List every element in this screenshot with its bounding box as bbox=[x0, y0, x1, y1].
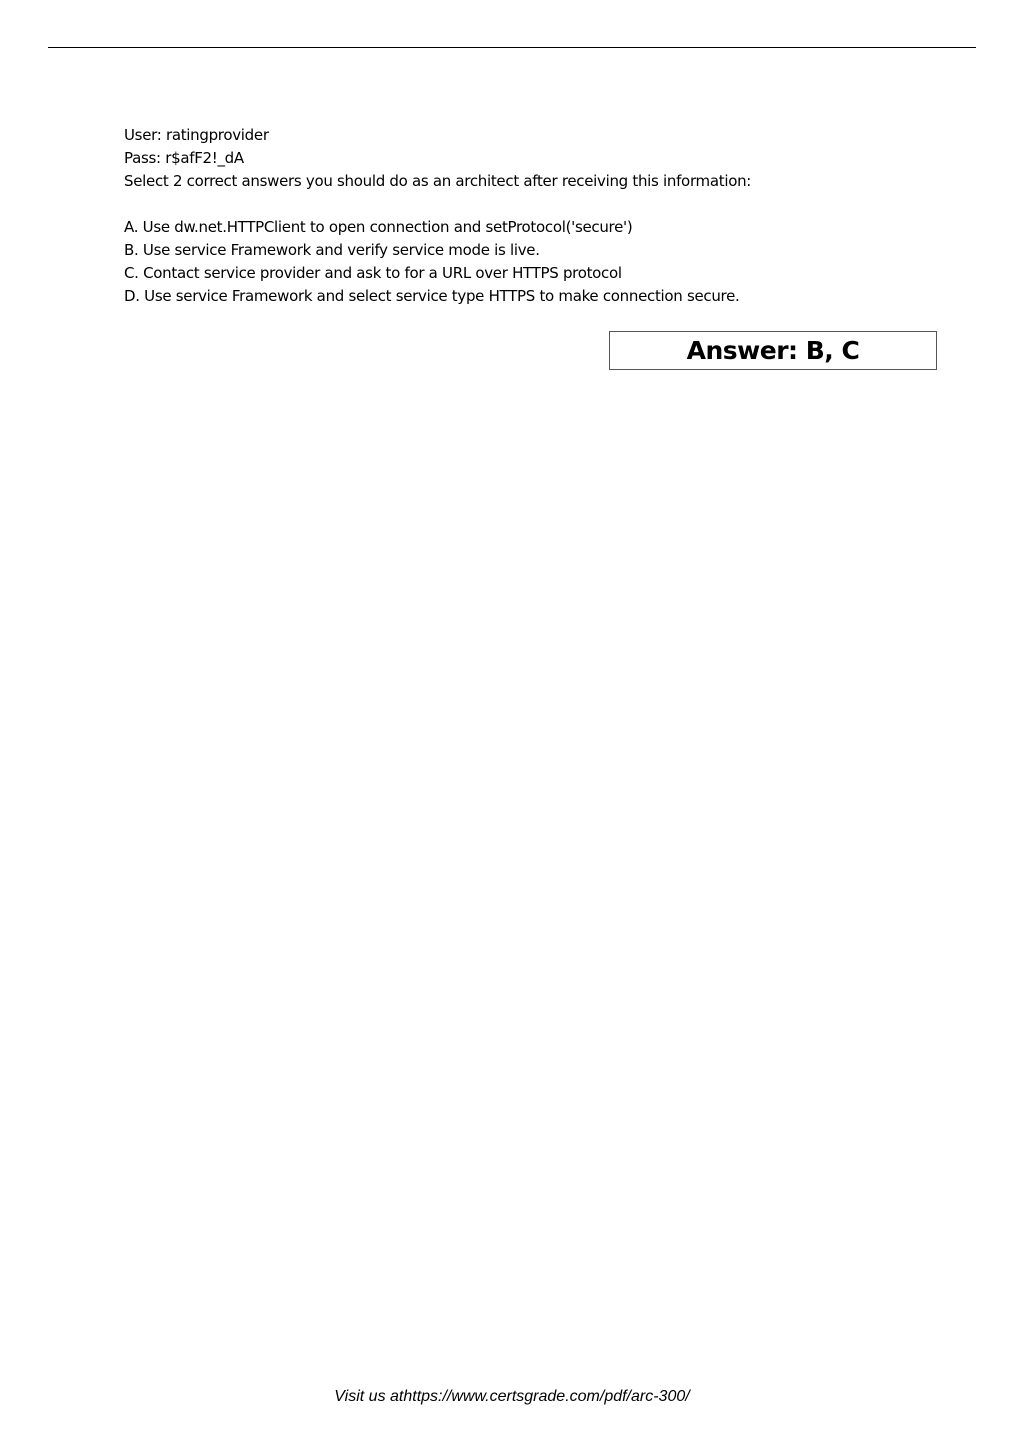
user-line: User: ratingprovider bbox=[124, 126, 269, 144]
spacer bbox=[124, 193, 944, 216]
option-a: A. Use dw.net.HTTPClient to open connection and setProtocol('secure') bbox=[124, 218, 633, 236]
footer-link-text: Visit us athttps://www.certsgrade.com/pdf/arc-300/ bbox=[334, 1388, 690, 1405]
question-block bbox=[124, 124, 944, 308]
answer-box bbox=[609, 331, 937, 370]
question-prompt: Select 2 correct answers you should do as an architect after receiving this information: bbox=[124, 172, 752, 190]
pass-line: Pass: r$afF2!_dA bbox=[124, 149, 244, 167]
option-b: B. Use service Framework and verify service mode is live. bbox=[124, 241, 540, 259]
option-c: C. Contact service provider and ask to for a URL over HTTPS protocol bbox=[124, 264, 622, 282]
header-divider bbox=[48, 47, 976, 48]
option-d: D. Use service Framework and select service type HTTPS to make connection secure. bbox=[124, 287, 740, 305]
answer-label: Answer: B, C bbox=[686, 336, 860, 365]
